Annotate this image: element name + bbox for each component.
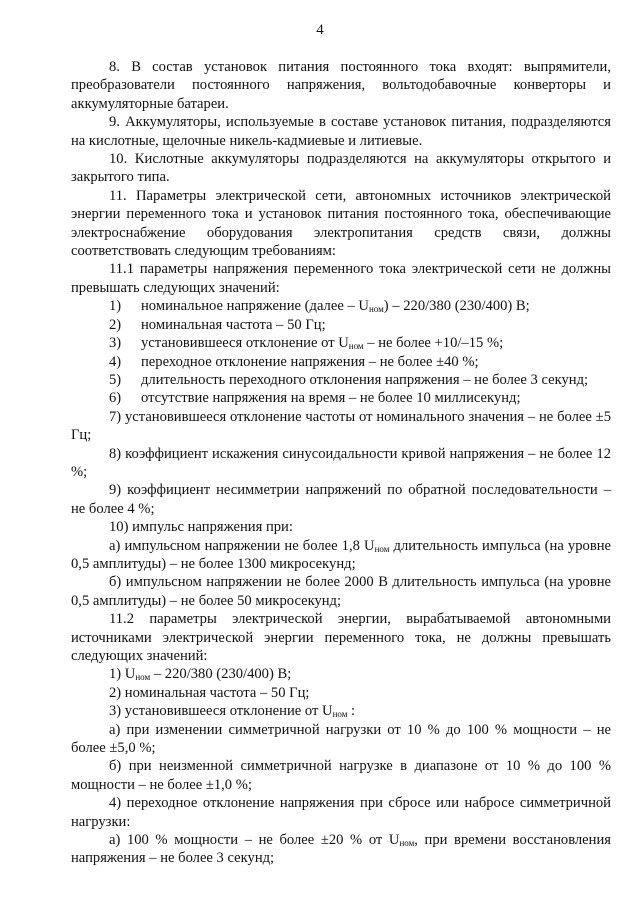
sub-item-4a: а) 100 % мощности – не более ±20 % от $U_{ном}$, при времени восстановления напряжения – не более 3 секунд;	[71, 832, 611, 867]
list-item-6: 6) отсутствие напряжения на время – не более 10 миллисекунд;	[109, 390, 521, 407]
list-item-5: 5) длительность переходного отклонения напряжения – не более 3 секунд;	[109, 371, 589, 388]
document-body	[71, 58, 611, 868]
sub-item-2: 2) номинальная частота – 50 Гц;	[109, 684, 310, 701]
paragraph-11-2: 11.2 параметры электрической энергии, вырабатываемой автономными источниками электрической энергии переменного тока, не должны превышать следующих значений:	[71, 611, 611, 664]
paragraph-10: 10. Кислотные аккумуляторы подразделяются на аккумуляторы открытого и закрытого типа.	[71, 151, 611, 186]
list-item-10: 10) импульс напряжения при:	[109, 519, 293, 536]
paragraph-8: 8. В состав установок питания постоянного тока входят: выпрямители, преобразователи постоянного напряжения, вольтодобавочные конверторы и аккумуляторные батареи.	[71, 59, 611, 112]
sub-item-3: 3) установившееся отклонение от $U_{ном}$ :	[109, 703, 356, 720]
paragraph-9: 9. Аккумуляторы, используемые в составе установок питания, подразделяются на кислотные, щелочные никель-кадмиевые и литиевые.	[71, 114, 611, 149]
list-item-3: 3) установившееся отклонение от $U_{ном}$ – не более +10/–15 %;	[109, 335, 504, 352]
list-item-10b: б) импульсном напряжении не более 2000 В длительность импульса (на уровне 0,5 амплитуды) – не более 50 микросекунд;	[71, 574, 611, 609]
paragraph-11: 11. Параметры электрической сети, автономных источников электрической энергии переменного тока и установок питания постоянного тока, обеспечивающие электроснабжение оборудования электропитания средств связи, должны соответствовать следующим требованиям:	[71, 187, 611, 260]
sub-item-3a: а) при изменении симметричной нагрузки от 10 % до 100 % мощности – не более ±5,0 %;	[71, 721, 611, 757]
sub-item-3b: б) при неизменной симметричной нагрузке в диапазоне от 10 % до 100 % мощности – не более ±1,0 %;	[71, 758, 611, 793]
page-number: 4	[316, 22, 324, 38]
sub-item-1: 1) $U_{ном} - 220/380$ (230/400) В;	[109, 666, 292, 683]
list-item-9: 9) коэффициент несимметрии напряжений по обратной последовательности – не более 4 %;	[71, 482, 611, 517]
list-item-10a: а) импульсном напряжении не более 1,8 $U_{ном}$ длительность импульса (на уровне 0,5 амплитуды) – не более 1300 микросекунд;	[71, 537, 612, 572]
list-item-7: 7) установившееся отклонение частоты от номинального значения – не более ±5 Гц;	[71, 408, 611, 444]
list-item-4: 4) переходное отклонение напряжения – не более ±40 %;	[109, 353, 479, 370]
list-item-1: 1) номинальное напряжение (далее – $U_{ном}) - 220/380$ (230/400) В;	[109, 298, 530, 315]
list-item-2: 2) номинальная частота – 50 Гц;	[109, 316, 326, 333]
list-item-8: 8) коэффициент искажения синусоидальности кривой напряжения – не более 12 %;	[71, 445, 611, 480]
paragraph-11-1: 11.1 параметры напряжения переменного тока электрической сети не должны превышать следующих значений:	[71, 261, 611, 296]
sub-item-4: 4) переходное отклонение напряжения при сбросе или набросе симметричной нагрузки:	[71, 795, 611, 830]
